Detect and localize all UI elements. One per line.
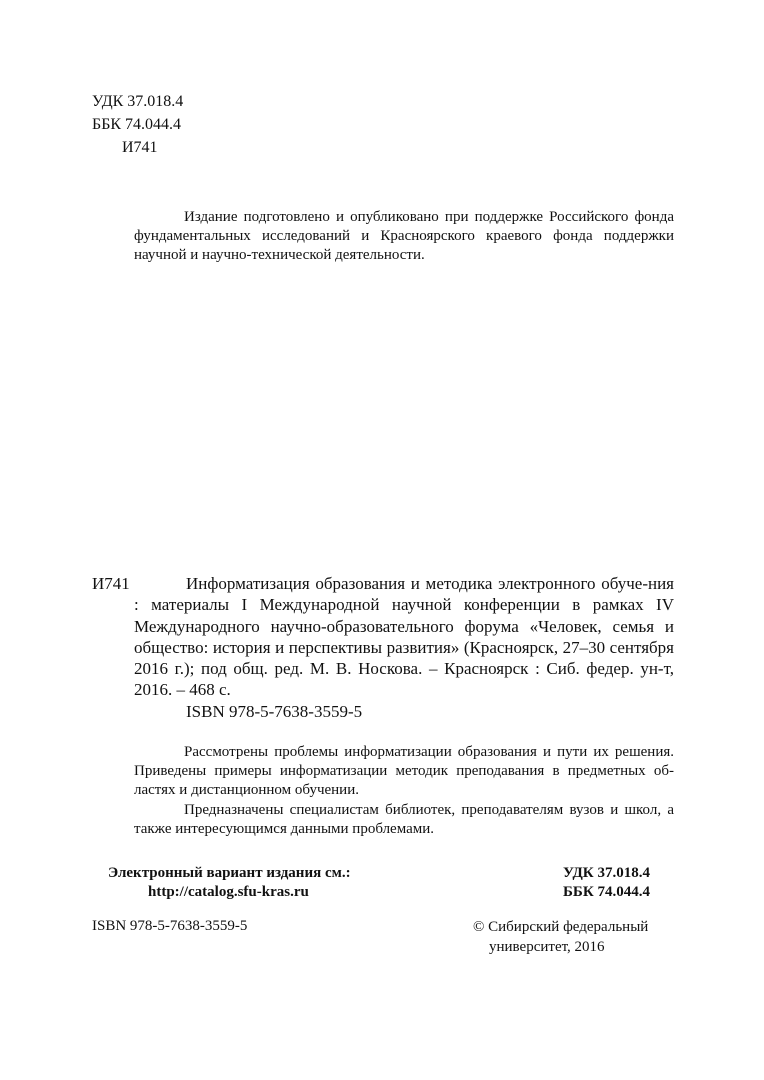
biblio-author-mark: И741 xyxy=(92,574,130,593)
udk-code-bottom: УДК 37.018.4 xyxy=(563,865,650,881)
author-mark: И741 xyxy=(122,139,158,156)
copyright-line-2: университет, 2016 xyxy=(489,939,605,955)
annotation xyxy=(134,743,674,839)
classification-codes-bottom xyxy=(563,864,650,902)
catalog-link[interactable]: http://catalog.sfu-kras.ru xyxy=(148,884,309,900)
bbk-code-bottom: ББК 74.044.4 xyxy=(563,884,650,900)
copyright-line-1: © Сибирский федеральный xyxy=(473,919,649,935)
support-statement xyxy=(134,208,674,265)
classification-codes-top xyxy=(92,90,183,159)
electronic-version-block xyxy=(108,864,351,902)
bbk-code: ББК 74.044.4 xyxy=(92,116,182,133)
electronic-version-label: Электронный вариант издания см.: xyxy=(108,865,351,881)
copyright-notice xyxy=(473,917,648,957)
isbn-bottom: ISBN 978-5-7638-3559-5 xyxy=(92,918,248,934)
annotation-paragraph-1: Рассмотрены проблемы информатизации образования и пути их решения. Приведены примеры информатизации методик преподавания в предметных об-ластях и дистанционном обучении. xyxy=(134,744,674,799)
support-text: Издание подготовлено и опубликовано при поддержке Российского фонда фундаментальных исследований и Красноярского краевого фонда поддержки научной и научно-технической деятельности. xyxy=(134,209,674,263)
bibliographic-record xyxy=(134,573,674,722)
annotation-paragraph-2: Предназначены специалистам библиотек, преподавателям вузов и школ, а также интересующимся данными проблемами. xyxy=(134,801,674,837)
udk-code: УДК 37.018.4 xyxy=(92,93,184,110)
biblio-isbn: ISBN 978-5-7638-3559-5 xyxy=(186,701,363,721)
biblio-description: Информатизация образования и методика электронного обуче-ния : материалы I Международной научной конференции в рамках IV Международного научно-образовательного форума «Человек, семья и общество: история и перспективы развития» (Красноярск, 27–30 сентября 2016 г.); под общ. ред. М. В. Носкова. – Красноярск : Сиб. федер. ун-т, 2016. – 468 с. xyxy=(134,574,674,700)
